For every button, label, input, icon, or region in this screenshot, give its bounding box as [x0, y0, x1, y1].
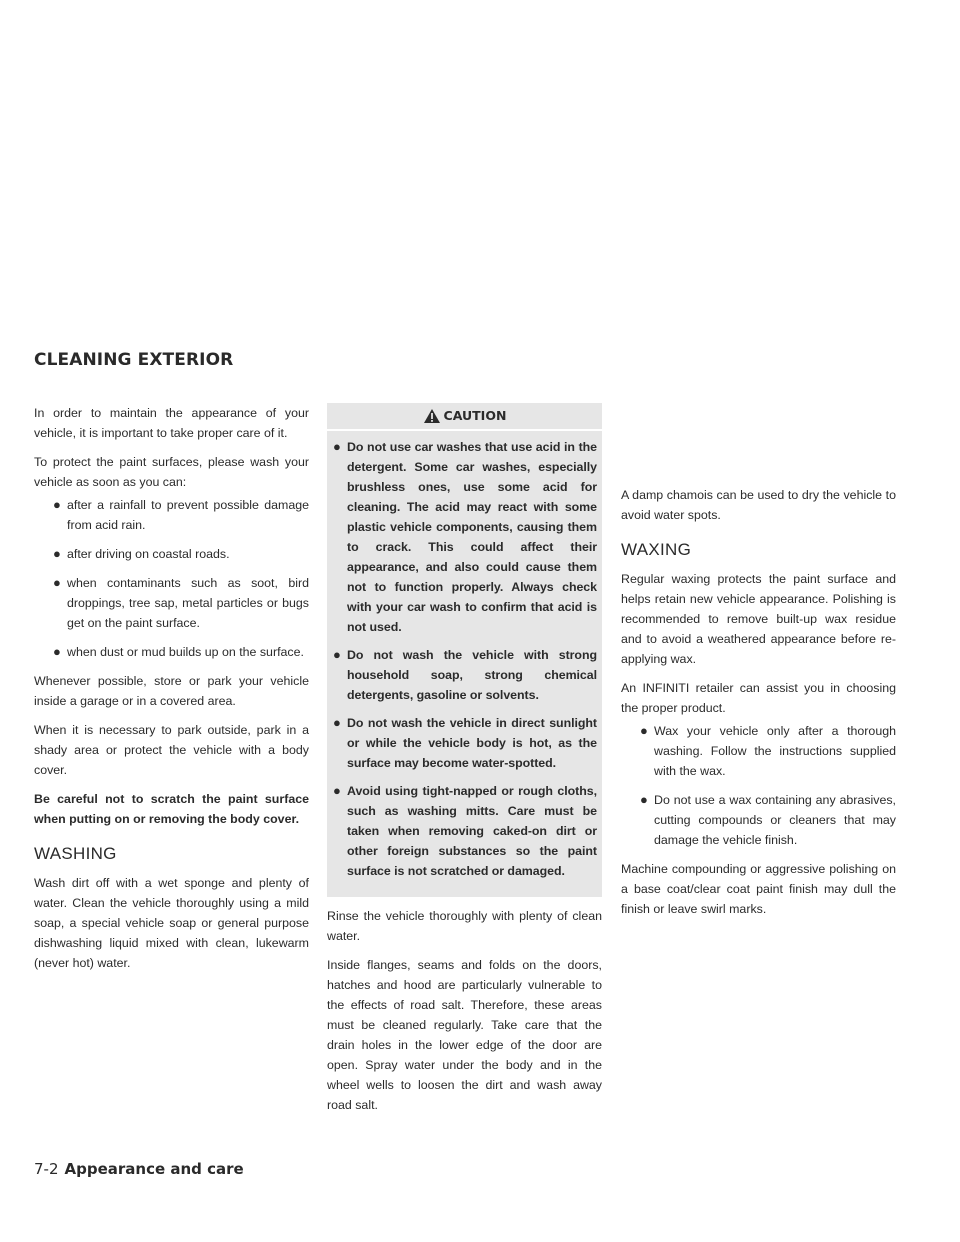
- bullet-icon: ●: [640, 792, 648, 807]
- list-item: ● Avoid using tight-napped or rough cloths, such as washing mitts. Care must be taken when removing caked-on dirt or other foreign substances so the paint surface is not scratched or damaged.: [333, 783, 597, 878]
- caution-header: [327, 403, 602, 431]
- caution-list: [327, 437, 602, 881]
- scratch-warning-paragraph: Be careful not to scratch the paint surface when putting on or removing the body cover.: [34, 792, 309, 826]
- list-item: ● Wax your vehicle only after a thorough washing. Follow the instructions supplied with the wax.: [640, 723, 896, 778]
- footer-section-name: Appearance and care: [64, 1160, 244, 1178]
- bullet-icon: ●: [333, 439, 341, 454]
- list-item: ● when dust or mud builds up on the surface.: [34, 642, 309, 662]
- page-footer: [34, 1160, 244, 1178]
- bullet-icon: ●: [333, 647, 341, 662]
- left-column: [34, 403, 309, 982]
- list-item: ● after driving on coastal roads.: [34, 544, 309, 564]
- warning-triangle-icon: [423, 408, 441, 424]
- bullet-icon: ●: [53, 575, 61, 590]
- waxing-paragraph: Regular waxing protects the paint surface and helps retain new vehicle appearance. Polishing is recommended to remove built-up wax residue and to avoid a weathered appearance before re-applying wax.: [621, 572, 896, 666]
- flanges-paragraph: Inside flanges, seams and folds on the doors, hatches and hood are particularly vulnerable to the effects of road salt. Therefore, these areas must be cleaned regularly. Take care that the drain holes in the lower edge of the door are open. Spray water under the body and in the wheel wells to loosen the dirt and wash away road salt.: [327, 958, 602, 1112]
- protect-paragraph: To protect the paint surfaces, please wash your vehicle as soon as you can:: [34, 455, 309, 489]
- intro-paragraph: In order to maintain the appearance of your vehicle, it is important to take proper care of it.: [34, 406, 309, 440]
- list-item: ● Do not wash the vehicle in direct sunlight or while the vehicle body is hot, as the surface may become water-spotted.: [333, 715, 597, 770]
- bullet-icon: ●: [333, 783, 341, 798]
- outside-paragraph: When it is necessary to park outside, park in a shady area or protect the vehicle with a body cover.: [34, 723, 309, 777]
- bullet-icon: ●: [53, 546, 61, 561]
- bullet-icon: ●: [53, 644, 61, 659]
- bullet-icon: ●: [640, 723, 648, 738]
- list-item: ● when contaminants such as soot, bird droppings, tree sap, metal particles or bugs get on the paint surface.: [53, 575, 309, 630]
- washing-heading: WASHING: [34, 844, 117, 863]
- bullet-icon: ●: [333, 715, 341, 730]
- bullet-icon: ●: [53, 497, 61, 512]
- list-item: ● Do not wash the vehicle with strong household soap, strong chemical detergents, gasoline or solvents.: [333, 647, 597, 702]
- section-title: CLEANING EXTERIOR: [34, 350, 234, 370]
- chamois-paragraph: A damp chamois can be used to dry the vehicle to avoid water spots.: [621, 488, 896, 522]
- caution-title: CAUTION: [443, 408, 507, 423]
- right-column: [621, 403, 896, 928]
- list-item: ● Do not use car washes that use acid in the detergent. Some car washes, especially brushless ones, use some acid for cleaning. The acid may react with some plastic vehicle components, causing them to crack. This could affect their appearance, and also could cause them not to function properly. Always check with your car wash to confirm that acid is not used.: [333, 439, 597, 634]
- retailer-paragraph: An INFINITI retailer can assist you in choosing the proper product.: [621, 681, 896, 715]
- washing-paragraph: Wash dirt off with a wet sponge and plenty of water. Clean the vehicle thoroughly using a mild soap, a special vehicle soap or general purpose dishwashing liquid mixed with clean, lukewarm (never hot) water.: [34, 876, 309, 970]
- store-paragraph: Whenever possible, store or park your vehicle inside a garage or in a covered area.: [34, 674, 309, 708]
- list-item: ● after a rainfall to prevent possible damage from acid rain.: [53, 497, 309, 532]
- wash-conditions-list: [34, 495, 309, 662]
- waxing-heading: WAXING: [621, 540, 692, 559]
- list-item: ● Do not use a wax containing any abrasives, cutting compounds or cleaners that may damage the vehicle finish.: [640, 792, 896, 847]
- caution-box: [327, 403, 602, 897]
- wax-tips-list: [621, 721, 896, 850]
- page-number: 7-2: [34, 1160, 59, 1178]
- rinse-paragraph: Rinse the vehicle thoroughly with plenty of clean water.: [327, 909, 602, 943]
- middle-column: [327, 403, 602, 1124]
- machine-paragraph: Machine compounding or aggressive polishing on a base coat/clear coat paint finish may dull the finish or leave swirl marks.: [621, 862, 896, 916]
